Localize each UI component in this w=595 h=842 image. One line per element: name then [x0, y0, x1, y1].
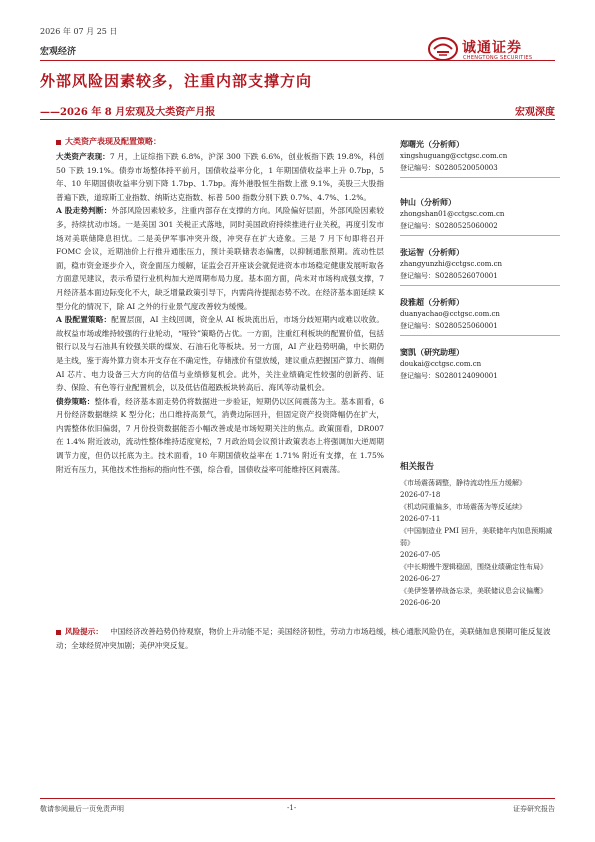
analyst-reg: 登记编号：S0280520050003 — [400, 164, 498, 172]
paragraph-asset-performance: 大类资产表现：7 月，上证综指下跌 6.8%，沪深 300 下跌 6.6%，创业板指下跌 19.8%，科创 50 下跌 19.1%。债券市场整体持平前月，国债收益率分化，1 年期国债收益率上升 0.7bp，5 年、10 年期国债收益率分别下降 1.7bp、1.7bp。海外港股恒生指数上涨 9.1%，美股三大股指普遍下跌，道琼斯工业指数、纳斯达克指数、标普 500 指数分别下跌 0.7%、4.7%、1.2%。 — [56, 152, 385, 202]
summary-heading: 大类资产表现及配置策略： — [56, 136, 161, 147]
section-bullet-icon — [56, 140, 61, 145]
related-report-item[interactable]: 《美伊签署停战备忘录，美联储议息会议偏鹰》 2026-06-20 — [400, 587, 547, 607]
paragraph-a-share-strategy: A 股配置策略：配置层面，AI 主线回调，资金从 AI 板块流出后，市场分歧短期内或难以收敛。故权益市场或维持较强的行业轮动，“哑铃”策略仍占优。一方面，注重红利板块的配置价值，包括银行以及与石油具有较强关联的煤炭、石油石化等板块。另一方面，AI 产业趋势明确，中长期仍是主线，鉴于海外算力资本开支存在不确定性，存储涨价有望放缓，建议重点把握国产算力、端侧 AI 芯片、电力设备三大方向的估值与业绩修复机会。此外，关注业绩确定性较强的创新药、证券、保险、有色等行业配置机会，以及低估值超跌板块转高后、海风等动量机会。 — [56, 315, 384, 393]
analyst-reg: 登记编号：S0280124090001 — [400, 372, 498, 380]
analyst-email[interactable]: doukai@cctgsc.com.cn — [400, 360, 482, 368]
footer-label: 证券研究报告 — [513, 805, 555, 813]
related-report-item[interactable]: 《市场震荡调整，静待流动性压力缓解》 2026-07-18 — [400, 479, 526, 499]
report-type: 宏观深度 — [515, 107, 555, 118]
analyst-reg: 登记编号：S0280526070001 — [400, 272, 498, 280]
related-report-item[interactable]: 《机动同重偏多，市场震荡为等反延续》 2026-07-11 — [400, 503, 526, 523]
logo-name-en: CHENGTONG SECURITIES — [463, 55, 533, 61]
analyst-card — [400, 296, 560, 336]
related-reports-list — [400, 477, 560, 609]
analyst-card — [400, 196, 560, 236]
analyst-card — [400, 346, 560, 382]
analyst-email[interactable]: xingshuguang@cctgsc.com.cn — [400, 152, 508, 160]
page-title: 外部风险因素较多，注重内部支撑方向 — [40, 72, 313, 90]
footer-disclaimer: 敬请参阅最后一页免责声明 — [40, 805, 124, 813]
page-subtitle: ——2026 年 8 月宏观及大类资产月报 — [40, 107, 216, 118]
paragraph-a-share-outlook: A 股走势判断：外部风险因素较多，注重内部存在支撑的方向。风险偏好层面，外部风险因素较多，持续扰动市场。一是美国 301 关税正式落地，同时美国政府持续推进行业关税，再度引发市场对美联储降息担忧。二是美伊军事冲突升级，冲突存在扩大迹象。三是 7 月下旬即将召开 FOMC 会议，近期油价上行推升通胀压力，预计美联储表态偏鹰，以抑制通胀预期。流动性层面，稳市资金逐步介入，资金面压力缓解，证监会召开座谈会就促进资本市场稳定健康发展听取各方面意见建议，表示希望行业机构加大逆周期布局力度。基本面方面，尚未对市场构成强支撑，7 月经济基本面边际变化不大，缺乏增量政策引导下，内需尚待提振态势不改。在经济基本面延续 K 型分化的情况下，除 AI 之外的行业景气度改善较为缓慢。 — [56, 206, 384, 311]
report-date: 2026 年 07 月 25 日 — [40, 27, 118, 36]
risk-bullet-icon — [56, 630, 61, 635]
company-logo — [428, 36, 558, 62]
analyst-card — [400, 246, 560, 286]
footer-divider — [40, 798, 555, 799]
main-body — [56, 150, 384, 476]
related-report-item[interactable]: 《中长期慢牛逻辑稳固，围绕业绩确定性布局》 2026-06-27 — [400, 563, 547, 583]
analyst-name: 钟山（分析师） — [400, 197, 456, 207]
analyst-email[interactable]: zhangyunzhi@cctgsc.com.cn — [400, 260, 503, 268]
analyst-name: 段雅超（分析师） — [400, 297, 464, 307]
analyst-email[interactable]: duanyachao@cctgsc.com.cn — [400, 310, 500, 318]
title-divider — [40, 119, 555, 120]
risk-warning: 风险提示： 中国经济改善趋势仍待观察，物价上升动能不足；美国经济韧性，劳动力市场趋缓，核心通胀风险仍在，美联储加息预期可能反复波动；全球经贸冲突加剧；美伊冲突反复。 — [56, 627, 551, 650]
analyst-card — [400, 138, 560, 178]
paragraph-bond-strategy: 债券策略：整体看，经济基本面走势仍将数据进一步验证，短期仍以区间震荡为主。基本面看，6 月份经济数据继续 K 型分化；出口维持高景气，消费边际回升，但固定资产投资降幅仍在扩大，内需整体依旧偏弱，7 月份投资数据能否小幅改善或是市场短期关注的焦点。政策面看，DR007 在 1.4% 附近波动，流动性整体维持适度宽松，7 月政治局会议预计政策表态上将强调加大逆周期调节力度，但仍以托底为主。技术面看，10 年期国债收益率在 1.71% 附近有支撑，在 1.75% 附近有压力，其他技术性指标的指向性不强，综合看，国债收益率可能维持区间震荡。 — [56, 396, 385, 474]
analyst-name: 张运智（分析师） — [400, 247, 464, 257]
analyst-reg: 登记编号：S0280525060001 — [400, 322, 498, 330]
logo-mark-icon — [428, 36, 458, 62]
analyst-name: 窦凯（研究助理） — [400, 347, 464, 357]
report-category: 宏观经济 — [40, 47, 77, 57]
related-reports-heading: 相关报告 — [400, 462, 435, 472]
related-report-item[interactable]: 《中国制造业 PMI 回升，美联储年内加息预期减弱》 2026-07-05 — [400, 527, 553, 559]
logo-name-cn: 诚通证券 — [462, 40, 522, 56]
analyst-reg: 登记编号：S0280525060002 — [400, 222, 498, 230]
analyst-email[interactable]: zhongshan01@cctgsc.com.cn — [400, 210, 505, 218]
analyst-name: 郑曙光（分析师） — [400, 139, 464, 149]
page-number: -1- — [287, 804, 297, 812]
